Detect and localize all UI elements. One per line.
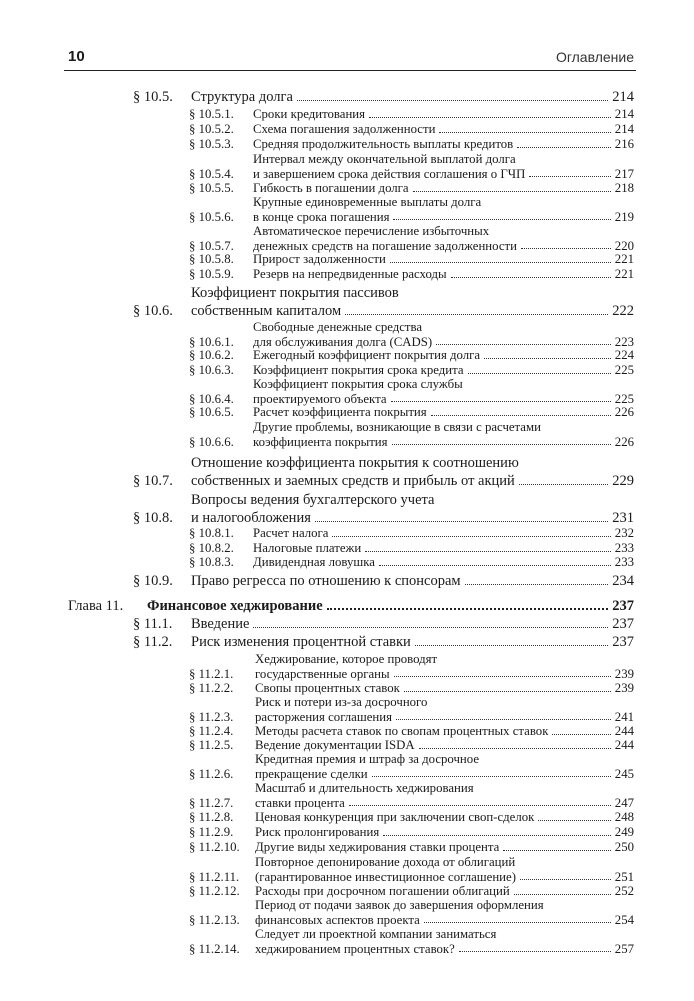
page-number: 10 (68, 48, 85, 65)
toc-page: 214 (612, 89, 634, 105)
toc-entry (189, 526, 634, 541)
toc-page: 221 (614, 267, 634, 281)
toc-number: § 11.2.2. (189, 681, 234, 695)
toc-entry (189, 137, 634, 152)
toc-entry (133, 615, 634, 633)
toc-number: § 10.6.5. (189, 405, 234, 419)
toc-entry (189, 825, 634, 840)
dot-leader (327, 608, 609, 610)
toc-number: § 10.6.4. (189, 391, 234, 406)
toc-entry (189, 752, 634, 781)
toc-title-cont: собственным капиталом (191, 303, 342, 319)
toc-title-cont: ставки процента (255, 795, 345, 810)
toc-entry (189, 405, 634, 420)
toc-page: 232 (614, 526, 634, 540)
toc-title-cont: финансовых аспектов проекта (255, 912, 420, 927)
toc-title: Ведение документации ISDA (255, 738, 415, 752)
toc-entry (189, 320, 634, 349)
toc-title: Вопросы ведения бухгалтерского учета (191, 492, 435, 508)
toc-page: 257 (614, 941, 634, 956)
chapter-title: Финансовое хеджирование (147, 598, 323, 614)
dot-leader (415, 645, 608, 646)
dot-leader (349, 805, 611, 806)
toc-title: Сроки кредитования (253, 107, 366, 121)
toc-page: 233 (614, 541, 634, 555)
toc-title: Прирост задолженности (253, 252, 386, 266)
toc-title: Период от подачи заявок до завершения оформления (255, 898, 544, 912)
toc-title-cont: прекращение сделки (255, 766, 368, 781)
toc-page: 221 (614, 252, 634, 266)
toc-entry (133, 572, 634, 590)
toc-entry (189, 363, 634, 378)
toc-entry (189, 781, 634, 810)
toc-entry (133, 491, 634, 527)
toc-number: § 10.5.7. (189, 238, 234, 253)
dot-leader (393, 219, 610, 220)
dot-leader (521, 248, 611, 249)
dot-leader (465, 584, 609, 585)
toc-number: § 10.5.4. (189, 166, 234, 181)
toc-title-cont: денежных средств на погашение задолженности (253, 238, 517, 253)
toc-page: 224 (614, 348, 634, 362)
toc-page: 220 (614, 238, 634, 253)
toc-entry (189, 738, 634, 753)
toc-page: 249 (614, 825, 634, 839)
toc-entry (189, 181, 634, 196)
toc-page: 250 (614, 840, 634, 854)
dot-leader (517, 147, 611, 148)
toc-title: Другие виды хеджирования ставки процента (255, 840, 500, 854)
chapter-number: Глава 11. (68, 598, 124, 614)
toc-number: § 10.5.1. (189, 107, 234, 121)
dot-leader (392, 444, 611, 445)
toc-title: Коэффициент покрытия срока кредита (253, 363, 464, 377)
dot-leader (514, 894, 611, 895)
dot-leader (365, 551, 611, 552)
toc-title: Хеджирование, которое проводят (255, 652, 438, 666)
toc-entry (189, 840, 634, 855)
toc-entry (189, 884, 634, 899)
toc-entry (189, 652, 634, 681)
header-rule (64, 70, 636, 71)
toc-title: Другие проблемы, возникающие в связи с расчетами (253, 420, 541, 434)
toc-title: Расчет налога (253, 526, 329, 540)
toc-entry (189, 681, 634, 696)
toc-page: 239 (614, 666, 634, 681)
toc-title-cont: в конце срока погашения (253, 209, 390, 224)
toc-page: 244 (614, 738, 634, 752)
dot-leader (459, 951, 611, 952)
toc-title: Схема погашения задолженности (253, 122, 436, 136)
toc-page: 254 (614, 912, 634, 927)
toc-entry (189, 122, 634, 137)
toc-page: 225 (614, 391, 634, 406)
dot-leader (552, 734, 610, 735)
toc-entry (189, 810, 634, 825)
toc-entry (189, 695, 634, 724)
toc-title: Налоговые платежи (253, 541, 362, 555)
toc-number: § 10.9. (133, 573, 173, 589)
toc-page: 229 (612, 473, 634, 489)
toc-page: 216 (614, 137, 634, 151)
toc-number: § 10.7. (133, 473, 173, 489)
toc-title: Следует ли проектной компании заниматься (255, 927, 497, 941)
toc-title: Расчет коэффициента покрытия (253, 405, 427, 419)
toc-number: § 11.2.4. (189, 724, 234, 738)
toc-entry (189, 855, 634, 884)
toc-page: 226 (614, 405, 634, 419)
dot-leader (253, 627, 608, 628)
toc-page: 237 (612, 598, 634, 614)
dot-leader (468, 373, 611, 374)
toc-entry (189, 107, 634, 122)
toc-number: § 10.5.8. (189, 252, 234, 266)
toc-number: § 11.1. (133, 616, 173, 632)
dot-leader (345, 314, 608, 315)
toc-number: § 11.2.12. (189, 884, 240, 898)
running-header-title: Оглавление (555, 49, 634, 65)
toc-title: Крупные единовременные выплаты долга (253, 195, 482, 209)
toc-title: Интервал между окончательной выплатой долга (253, 152, 516, 166)
toc-title: Риск изменения процентной ставки (191, 634, 411, 650)
dot-leader (503, 850, 610, 851)
toc-entry (189, 224, 634, 253)
toc-title: Гибкость в погашении долга (253, 181, 409, 195)
dot-leader (394, 676, 611, 677)
toc-entry (189, 377, 634, 406)
dot-leader (451, 277, 611, 278)
toc-number: § 10.5.9. (189, 267, 234, 281)
toc-page: 245 (614, 766, 634, 781)
toc-number: § 11.2.14. (189, 941, 240, 956)
dot-leader (369, 117, 611, 118)
toc-number: § 11.2. (133, 634, 173, 650)
toc-title: Коэффициент покрытия пассивов (191, 285, 399, 301)
toc-number: § 11.2.6. (189, 766, 234, 781)
toc-title: Методы расчета ставок по свопам процентных ставок (255, 724, 549, 738)
toc-number: § 10.8.1. (189, 526, 234, 540)
toc-entry (189, 898, 634, 927)
toc-title-cont: и налогообложения (191, 510, 311, 526)
dot-leader (431, 415, 611, 416)
toc-entry (133, 284, 634, 320)
toc-entry (133, 88, 634, 106)
dot-leader (396, 719, 611, 720)
dot-leader (379, 565, 611, 566)
toc-entry (189, 195, 634, 224)
dot-leader (372, 776, 611, 777)
toc-page: 214 (614, 122, 634, 136)
toc-number: § 10.6.3. (189, 363, 234, 377)
toc-title: Дивидендная ловушка (253, 555, 375, 569)
toc-title: Кредитная премия и штраф за досрочное (255, 752, 480, 766)
toc-entry (189, 724, 634, 739)
toc-title: Введение (191, 616, 250, 632)
toc-number: § 10.5. (133, 89, 173, 105)
toc-number: § 10.5.5. (189, 181, 234, 195)
dot-leader (413, 191, 611, 192)
dot-leader (332, 536, 610, 537)
toc-page: 234 (612, 573, 634, 589)
toc-entry (189, 348, 634, 363)
toc-page: 217 (614, 166, 634, 181)
toc-entry (189, 152, 634, 181)
toc-page: 239 (614, 681, 634, 695)
dot-leader (538, 820, 610, 821)
dot-leader (519, 484, 608, 485)
toc-number: § 11.2.1. (189, 666, 234, 681)
dot-leader (404, 691, 611, 692)
toc-page: 225 (614, 363, 634, 377)
toc-title: Расходы при досрочном погашении облигаций (255, 884, 510, 898)
toc-page: 252 (614, 884, 634, 898)
toc-entry (189, 267, 634, 282)
toc-entry (189, 252, 634, 267)
toc-number: § 10.6.6. (189, 434, 234, 449)
toc-chapter (68, 597, 634, 615)
toc-title: Свободные денежные средства (253, 320, 423, 334)
toc-title: Средняя продолжительность выплаты кредитов (253, 137, 514, 151)
toc-title: Риск пролонгирования (255, 825, 380, 839)
toc-title: Ежегодный коэффициент покрытия долга (253, 348, 481, 362)
toc-number: § 11.2.11. (189, 869, 240, 884)
dot-leader (383, 835, 611, 836)
toc-number: § 10.8.2. (189, 541, 234, 555)
toc-page: 219 (614, 209, 634, 224)
toc-entry (189, 420, 634, 449)
toc-page: 251 (614, 869, 634, 884)
toc-number: § 11.2.13. (189, 912, 240, 927)
toc-page: 226 (614, 434, 634, 449)
toc-number: § 10.6. (133, 303, 173, 319)
toc-title: Автоматическое перечисление избыточных (253, 224, 490, 238)
toc-entry (189, 555, 634, 570)
toc-page: 223 (614, 334, 634, 349)
toc-title-cont: для обслуживания долга (CADS) (253, 334, 433, 349)
dot-leader (529, 176, 610, 177)
toc-title: Масштаб и длительность хеджирования (255, 781, 474, 795)
toc-title: Отношение коэффициента покрытия к соотношению (191, 455, 519, 471)
toc-page: 244 (614, 724, 634, 738)
toc-number: § 10.6.1. (189, 334, 234, 349)
toc-number: § 11.2.8. (189, 810, 234, 824)
toc-page: 233 (614, 555, 634, 569)
toc-title: Право регресса по отношению к спонсорам (191, 573, 461, 589)
toc-number: § 11.2.9. (189, 825, 234, 839)
toc-title: Ценовая конкуренция при заключении своп-сделок (255, 810, 535, 824)
dot-leader (390, 262, 611, 263)
toc-title: Повторное депонирование дохода от облигаций (255, 855, 516, 869)
toc-title: Резерв на непредвиденные расходы (253, 267, 447, 281)
toc-number: § 11.2.5. (189, 738, 234, 752)
toc-number: § 11.2.10. (189, 840, 240, 854)
toc-entry (189, 541, 634, 556)
toc-entry (133, 454, 634, 490)
toc-title-cont: собственных и заемных средств и прибыль от акций (191, 473, 515, 489)
toc-title-cont: (гарантированное инвестиционное соглашение) (255, 869, 516, 884)
toc-number: § 10.5.6. (189, 209, 234, 224)
toc-page: 222 (612, 303, 634, 319)
toc-title-cont: хеджированием процентных ставок? (255, 941, 455, 956)
toc-page: 214 (614, 107, 634, 121)
toc-page: 218 (614, 181, 634, 195)
toc-title-cont: и завершением срока действия соглашения о ГЧП (253, 166, 526, 181)
dot-leader (315, 521, 608, 522)
toc-entry (189, 927, 634, 956)
toc-page: 248 (614, 810, 634, 824)
toc-title-cont: проектируемого объекта (253, 391, 387, 406)
toc-page: 241 (614, 709, 634, 724)
toc-number: § 10.8. (133, 510, 173, 526)
dot-leader (436, 344, 611, 345)
toc-page: 247 (614, 795, 634, 810)
dot-leader (297, 100, 608, 101)
dot-leader (424, 922, 611, 923)
dot-leader (391, 401, 611, 402)
toc-title: Свопы процентных ставок (255, 681, 400, 695)
toc-number: § 10.5.2. (189, 122, 234, 136)
toc-page: 231 (612, 510, 634, 526)
toc-title: Риск и потери из-за досрочного (255, 695, 428, 709)
toc-title-cont: коэффициента покрытия (253, 434, 388, 449)
toc-page: 237 (612, 634, 634, 650)
dot-leader (419, 748, 611, 749)
toc-number: § 10.8.3. (189, 555, 234, 569)
dot-leader (439, 132, 610, 133)
toc-title: Структура долга (191, 89, 293, 105)
toc-entry (133, 633, 634, 651)
dot-leader (484, 358, 611, 359)
toc-number: § 11.2.7. (189, 795, 234, 810)
toc-page: 237 (612, 616, 634, 632)
dot-leader (520, 879, 611, 880)
toc-title: Коэффициент покрытия срока службы (253, 377, 463, 391)
toc-title-cont: расторжения соглашения (255, 709, 392, 724)
toc-title-cont: государственные органы (255, 666, 390, 681)
toc-number: § 11.2.3. (189, 709, 234, 724)
toc-number: § 10.6.2. (189, 348, 234, 362)
toc-number: § 10.5.3. (189, 137, 234, 151)
